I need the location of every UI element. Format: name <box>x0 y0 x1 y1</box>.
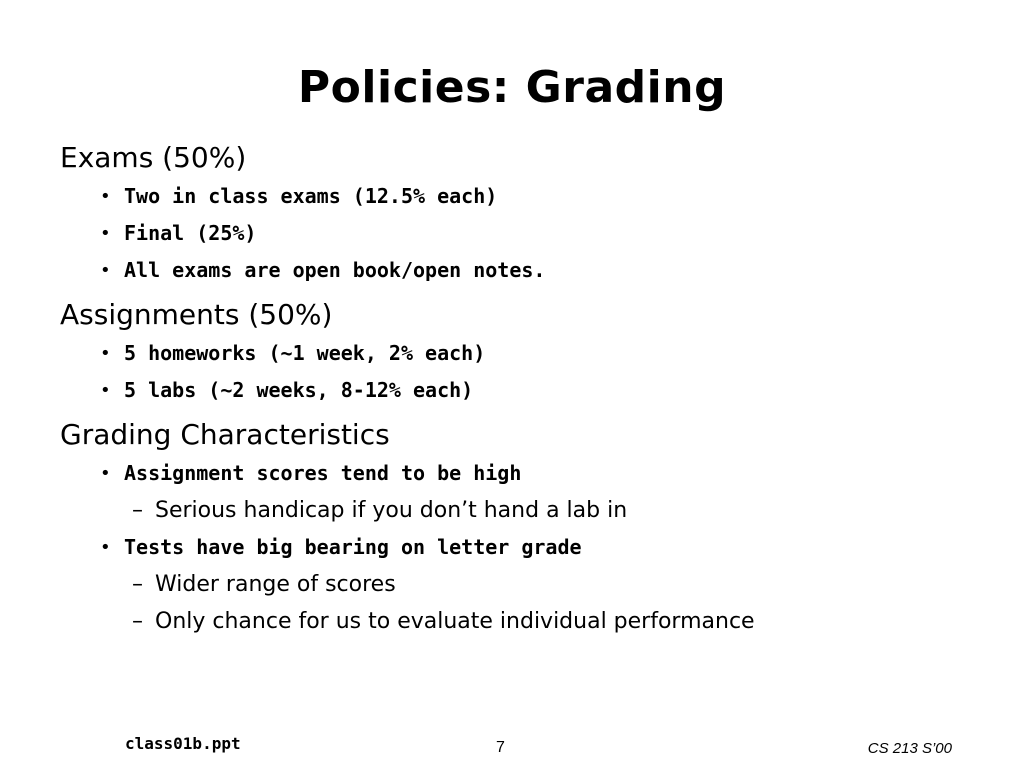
footer-course: CS 213 S’00 <box>867 740 952 757</box>
bullet-text: 5 homeworks (~1 week, 2% each) <box>124 341 486 365</box>
bullet-item <box>60 335 1000 372</box>
bullet-item <box>60 455 1000 492</box>
bullet-dot-icon: • <box>100 186 111 207</box>
section-heading: Assignments (50%) <box>60 298 333 331</box>
section-heading: Grading Characteristics <box>60 418 390 451</box>
bullet-item <box>60 178 1000 215</box>
bullet-text: 5 labs (~2 weeks, 8-12% each) <box>124 378 474 402</box>
bullet-item <box>60 372 1000 409</box>
bullet-text: Two in class exams (12.5% each) <box>124 184 498 208</box>
bullet-text: All exams are open book/open notes. <box>124 258 546 282</box>
bullet-dot-icon: • <box>100 380 111 401</box>
bullet-item <box>60 529 1000 566</box>
section-heading: Exams (50%) <box>60 141 247 174</box>
dash-icon: – <box>132 572 143 597</box>
section-exams <box>60 138 1000 289</box>
sub-bullet-item <box>60 492 1000 529</box>
slide-content <box>60 138 1000 640</box>
bullet-text: Assignment scores tend to be high <box>124 461 522 485</box>
sub-bullet-text: Only chance for us to evaluate individual performance <box>155 609 755 634</box>
bullet-dot-icon: • <box>100 260 111 281</box>
sub-bullet-text: Serious handicap if you don’t hand a lab in <box>155 498 628 523</box>
bullet-dot-icon: • <box>100 223 111 244</box>
sub-bullet-text: Wider range of scores <box>155 572 396 597</box>
dash-icon: – <box>132 609 143 634</box>
section-assignments <box>60 295 1000 409</box>
bullet-dot-icon: • <box>100 343 111 364</box>
sub-bullet-item <box>60 603 1000 640</box>
footer-page-number: 7 <box>496 739 505 756</box>
bullet-text: Final (25%) <box>124 221 257 245</box>
dash-icon: – <box>132 498 143 523</box>
bullet-text: Tests have big bearing on letter grade <box>124 535 582 559</box>
sub-bullet-item <box>60 566 1000 603</box>
bullet-item <box>60 252 1000 289</box>
section-grading-characteristics <box>60 415 1000 640</box>
slide-title: Policies: Grading <box>297 62 727 113</box>
bullet-item <box>60 215 1000 252</box>
bullet-dot-icon: • <box>100 537 111 558</box>
footer-filename: class01b.ppt <box>125 734 241 753</box>
bullet-dot-icon: • <box>100 463 111 484</box>
